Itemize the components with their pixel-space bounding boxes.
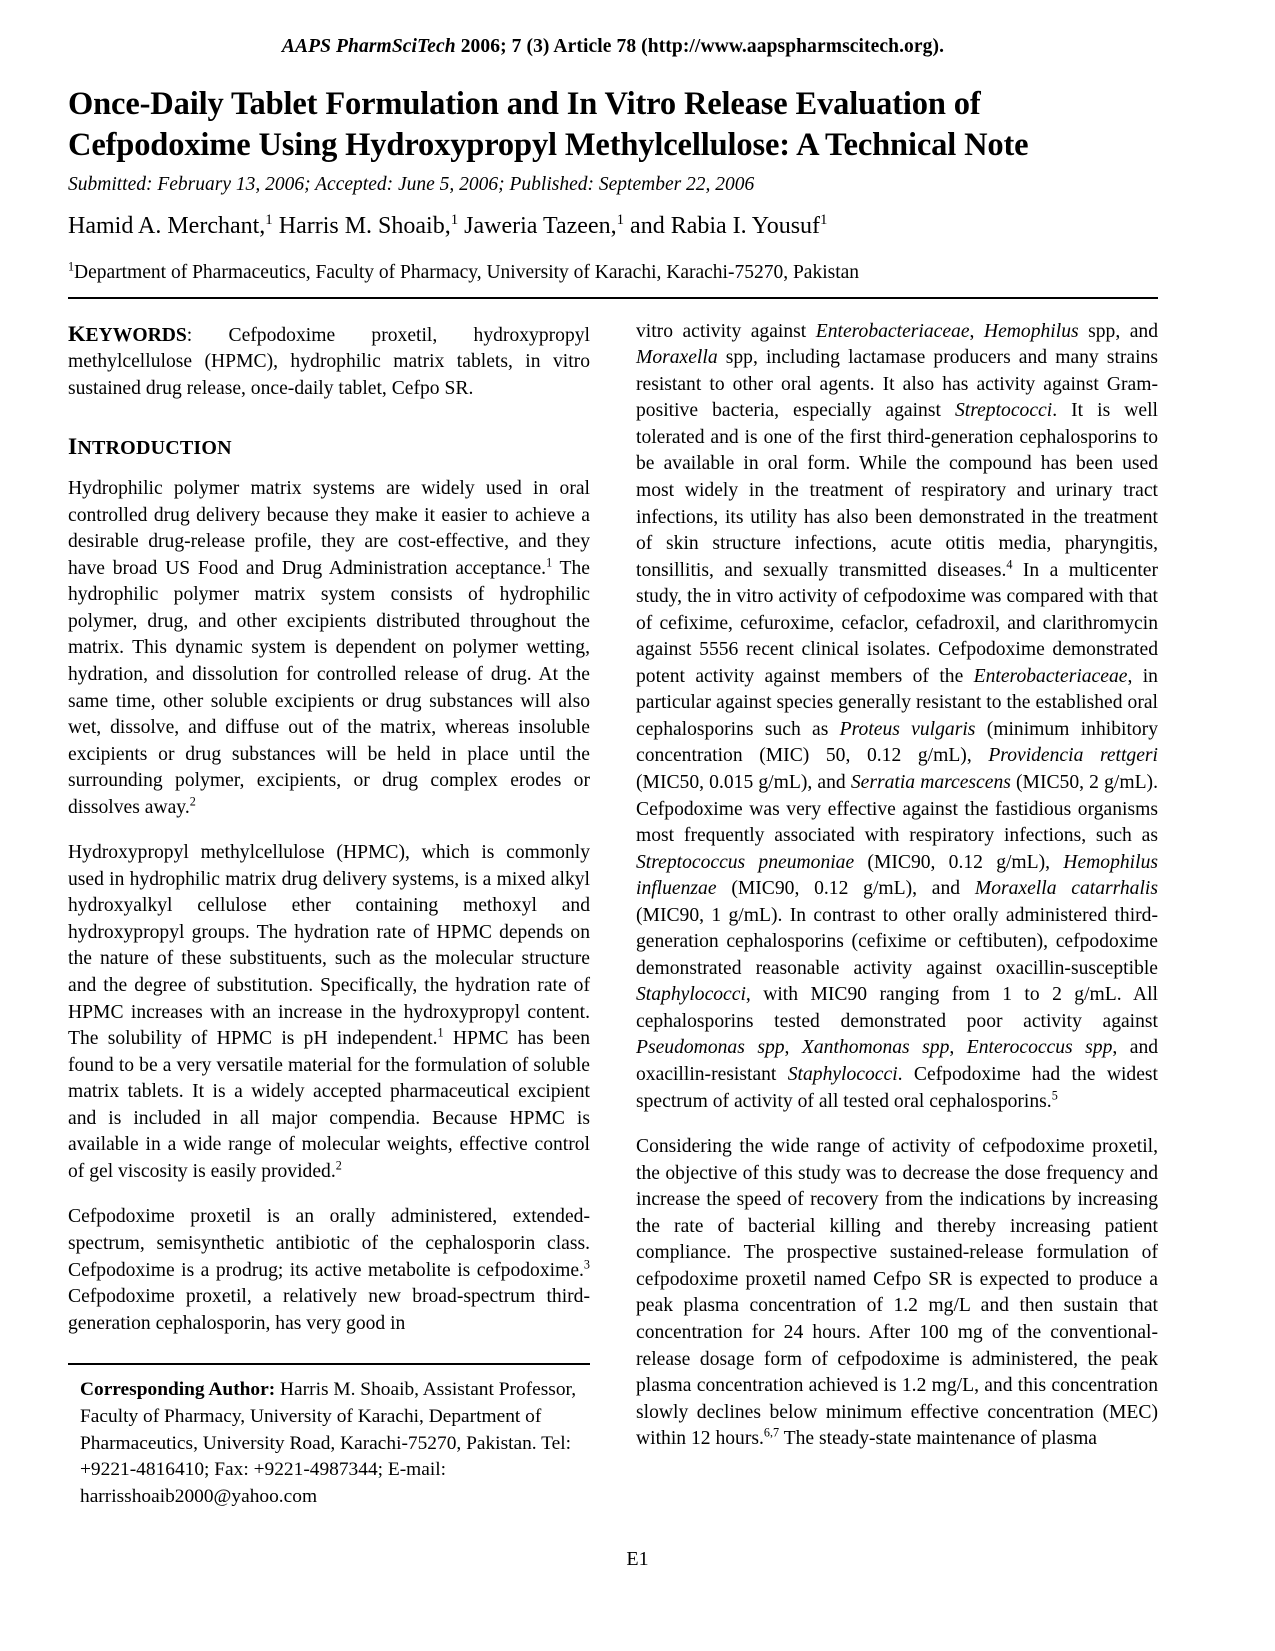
left-column [68, 319, 590, 1511]
affiliation-text: Department of Pharmaceutics, Faculty of Pharmacy, University of Karachi, Karachi-75270, Pakistan [74, 262, 860, 284]
corresponding-author-details: Harris M. Shoaib, Assistant Professor, Faculty of Pharmacy, University of Karachi, Department of Pharmaceutics, University Road, Karachi-75270, Pakistan. Tel: +9221-4816410; Fax: +9221-4987344; E-mail: harrisshoaib2000@yahoo.com [80, 1379, 577, 1508]
author-1: Hamid A. Merchant, [68, 213, 266, 240]
citation-ref-4: 2 [335, 1158, 342, 1173]
author-2: Harris M. Shoaib, [272, 213, 451, 240]
journal-citation: 2006; 7 (3) Article 78 (http://www.aapspharmscitech.org). [455, 36, 945, 57]
author-1-affil-marker: 1 [265, 212, 273, 229]
citation-ref-5: 3 [583, 1256, 590, 1271]
right-paragraph-2: Considering the wide range of activity of cefpodoxime proxetil, the objective of this study was to decrease the dose frequency and increase the speed of recovery from the indications by increasing the rate of bacterial killing and thereby increasing patient compliance. The prospective sustained-release formulation of cefpodoxime proxetil named Cefpo SR is expected to produce a peak plasma concentration of 1.2 mg/L and then sustain that concentration for 24 hours. After 100 mg of the conventional-release dosage form of cefpodoxime is administered, the peak plasma concentration achieved is 1.2 mg/L, and this concentration slowly declines below minimum effective concentration (MEC) within 12 hours.$^{6,7}$ The steady-state maintenance of plasma [636, 1136, 1158, 1450]
page-folio: E1 [626, 1548, 649, 1570]
affiliation-marker: 1 [68, 259, 75, 274]
intro-paragraph-2: Hydroxypropyl methylcellulose (HPMC), which is commonly used in hydrophilic matrix drug delivery systems, is a mixed alkyl hydroxyalkyl cellulose ether containing methoxyl and hydroxypropyl groups. The hydration rate of HPMC depends on the nature of these substituents, such as the molecular structure and the degree of substitution. Specifically, the hydration rate of HPMC increases with an increase in the hydroxypropyl content. The solubility of HPMC is pH independent.$^1$ HPMC has been found to be a very versatile material for the formulation of soluble matrix tablets. It is a widely accepted pharmaceutical excipient and is included in all major compendia. Because HPMC is available in a wide range of molecular weights, effective control of gel viscosity is easily provided.$^2$ [68, 842, 591, 1182]
author-3: Jaweria Tazeen, [458, 213, 617, 240]
author-3-affil-marker: 1 [616, 212, 625, 229]
keywords-colon: : [186, 324, 229, 346]
page-content [68, 36, 1158, 1511]
citation-ref-6: 4 [1006, 557, 1013, 572]
author-2-affil-marker: 1 [450, 212, 459, 229]
journal-name: AAPS PharmSciTech [281, 36, 456, 57]
intro-paragraph-1: Hydrophilic polymer matrix systems are widely used in oral controlled drug delivery because they make it easier to achieve a desirable drug-release profile, they are cost-effective, and they have broad US Food and Drug Administration acceptance.$^1$ The hydrophilic polymer matrix system consists of hydrophilic polymer, drug, and other excipients distributed throughout the matrix. This dynamic system is dependent on polymer wetting, hydration, and dissolution for controlled release of drug. At the same time, other soluble excipients or drug substances will also wet, dissolve, and diffuse out of the matrix, whereas insoluble excipients or drug substances will be held in place until the surrounding polymer, excipients, or drug complex erodes or dissolves away.$^2$ [68, 478, 590, 818]
section-heading-introduction: INTRODUCTION [68, 434, 232, 461]
corresponding-author-box [68, 1363, 590, 1511]
author-4: and Rabia I. Yousuf [624, 213, 821, 240]
body-columns [68, 319, 1158, 1511]
citation-ref-8: 6,7 [763, 1425, 780, 1440]
right-column [636, 319, 1158, 1511]
right-paragraph-1: vitro activity against Enterobacteriaceae, Hemophilus spp, and Moraxella spp, including lactamase producers and many strains resistant to other oral agents. It also has activity against Gram-positive bacteria, especially against Streptococci. It is well tolerated and is one of the first third-generation cephalosporins to be available in oral form. While the compound has been used most widely in the treatment of respiratory and urinary tract infections, its utility has also been demonstrated in the treatment of skin structure infections, acute otitis media, pharyngitis, tonsillitis, and sexually transmitted diseases.$^4$ In a multicenter study, the in vitro activity of cefpodoxime was compared with that of cefixime, cefuroxime, cefaclor, cefadroxil, and clarithromycin against 5556 recent clinical isolates. Cefpodoxime demonstrated potent activity against members of the Enterobacteriaceae, in particular against species generally resistant to the established oral cephalosporins such as Proteus vulgaris (minimum inhibitory concentration (MIC) 50, 0.12 g/mL), Providencia rettgeri (MIC50, 0.015 g/mL), and Serratia marcescens (MIC50, 2 g/mL). Cefpodoxime was very effective against the fastidious organisms most frequently associated with respiratory infections, such as Streptococcus pneumoniae (MIC90, 0.12 g/mL), Hemophilus influenzae (MIC90, 0.12 g/mL), and Moraxella catarrhalis (MIC90, 1 g/mL). In contrast to other orally administered third-generation cephalosporins (cefixime or ceftibuten), cefpodoxime demonstrated reasonable activity against oxacillin-susceptible Staphylococci, with MIC90 ranging from 1 to 2 g/mL. All cephalosporins tested demonstrated poor activity against Pseudomonas spp, Xanthomonas spp, Enterococcus spp, and oxacillin-resistant Staphylococci. Cefpodoxime had the widest spectrum of activity of all tested oral cephalosporins.$^5$ [636, 320, 1159, 1112]
corresponding-author-label: Corresponding Author: [80, 1379, 276, 1401]
affiliation [68, 260, 1158, 286]
intro-paragraph-3: Cefpodoxime proxetil is an orally administered, extended-spectrum, semisynthetic antibiotic of the cephalosporin class. Cefpodoxime is a prodrug; its active metabolite is cefpodoxime.$^3$ Cefpodoxime proxetil, a relatively new broad-spectrum third-generation cephalosporin, has very good in [68, 1206, 590, 1334]
author-4-affil-marker: 1 [820, 212, 828, 229]
citation-ref-2: 2 [189, 794, 196, 809]
publication-dates: Submitted: February 13, 2006; Accepted: June 5, 2006; Published: September 22, 2006 [68, 173, 755, 195]
keywords-label: KEYWORDS [68, 320, 187, 346]
citation-ref-7: 5 [1051, 1088, 1058, 1103]
citation-ref-1: 1 [546, 555, 553, 570]
header-divider [68, 297, 1158, 299]
keywords-paragraph [68, 319, 590, 403]
article-title: Once-Daily Tablet Formulation and In Vitro Release Evaluation of Cefpodoxime Using Hydroxypropyl Methylcellulose: A Technical Note [68, 86, 1029, 163]
author-list [68, 211, 1158, 242]
journal-running-head [68, 36, 1158, 58]
keywords-text: Cefpodoxime proxetil, hydroxypropyl methylcellulose (HPMC), hydrophilic matrix tablets, in vitro sustained drug release, once-daily tablet, Cefpo SR. [68, 324, 590, 399]
citation-ref-3: 1 [437, 1025, 444, 1040]
